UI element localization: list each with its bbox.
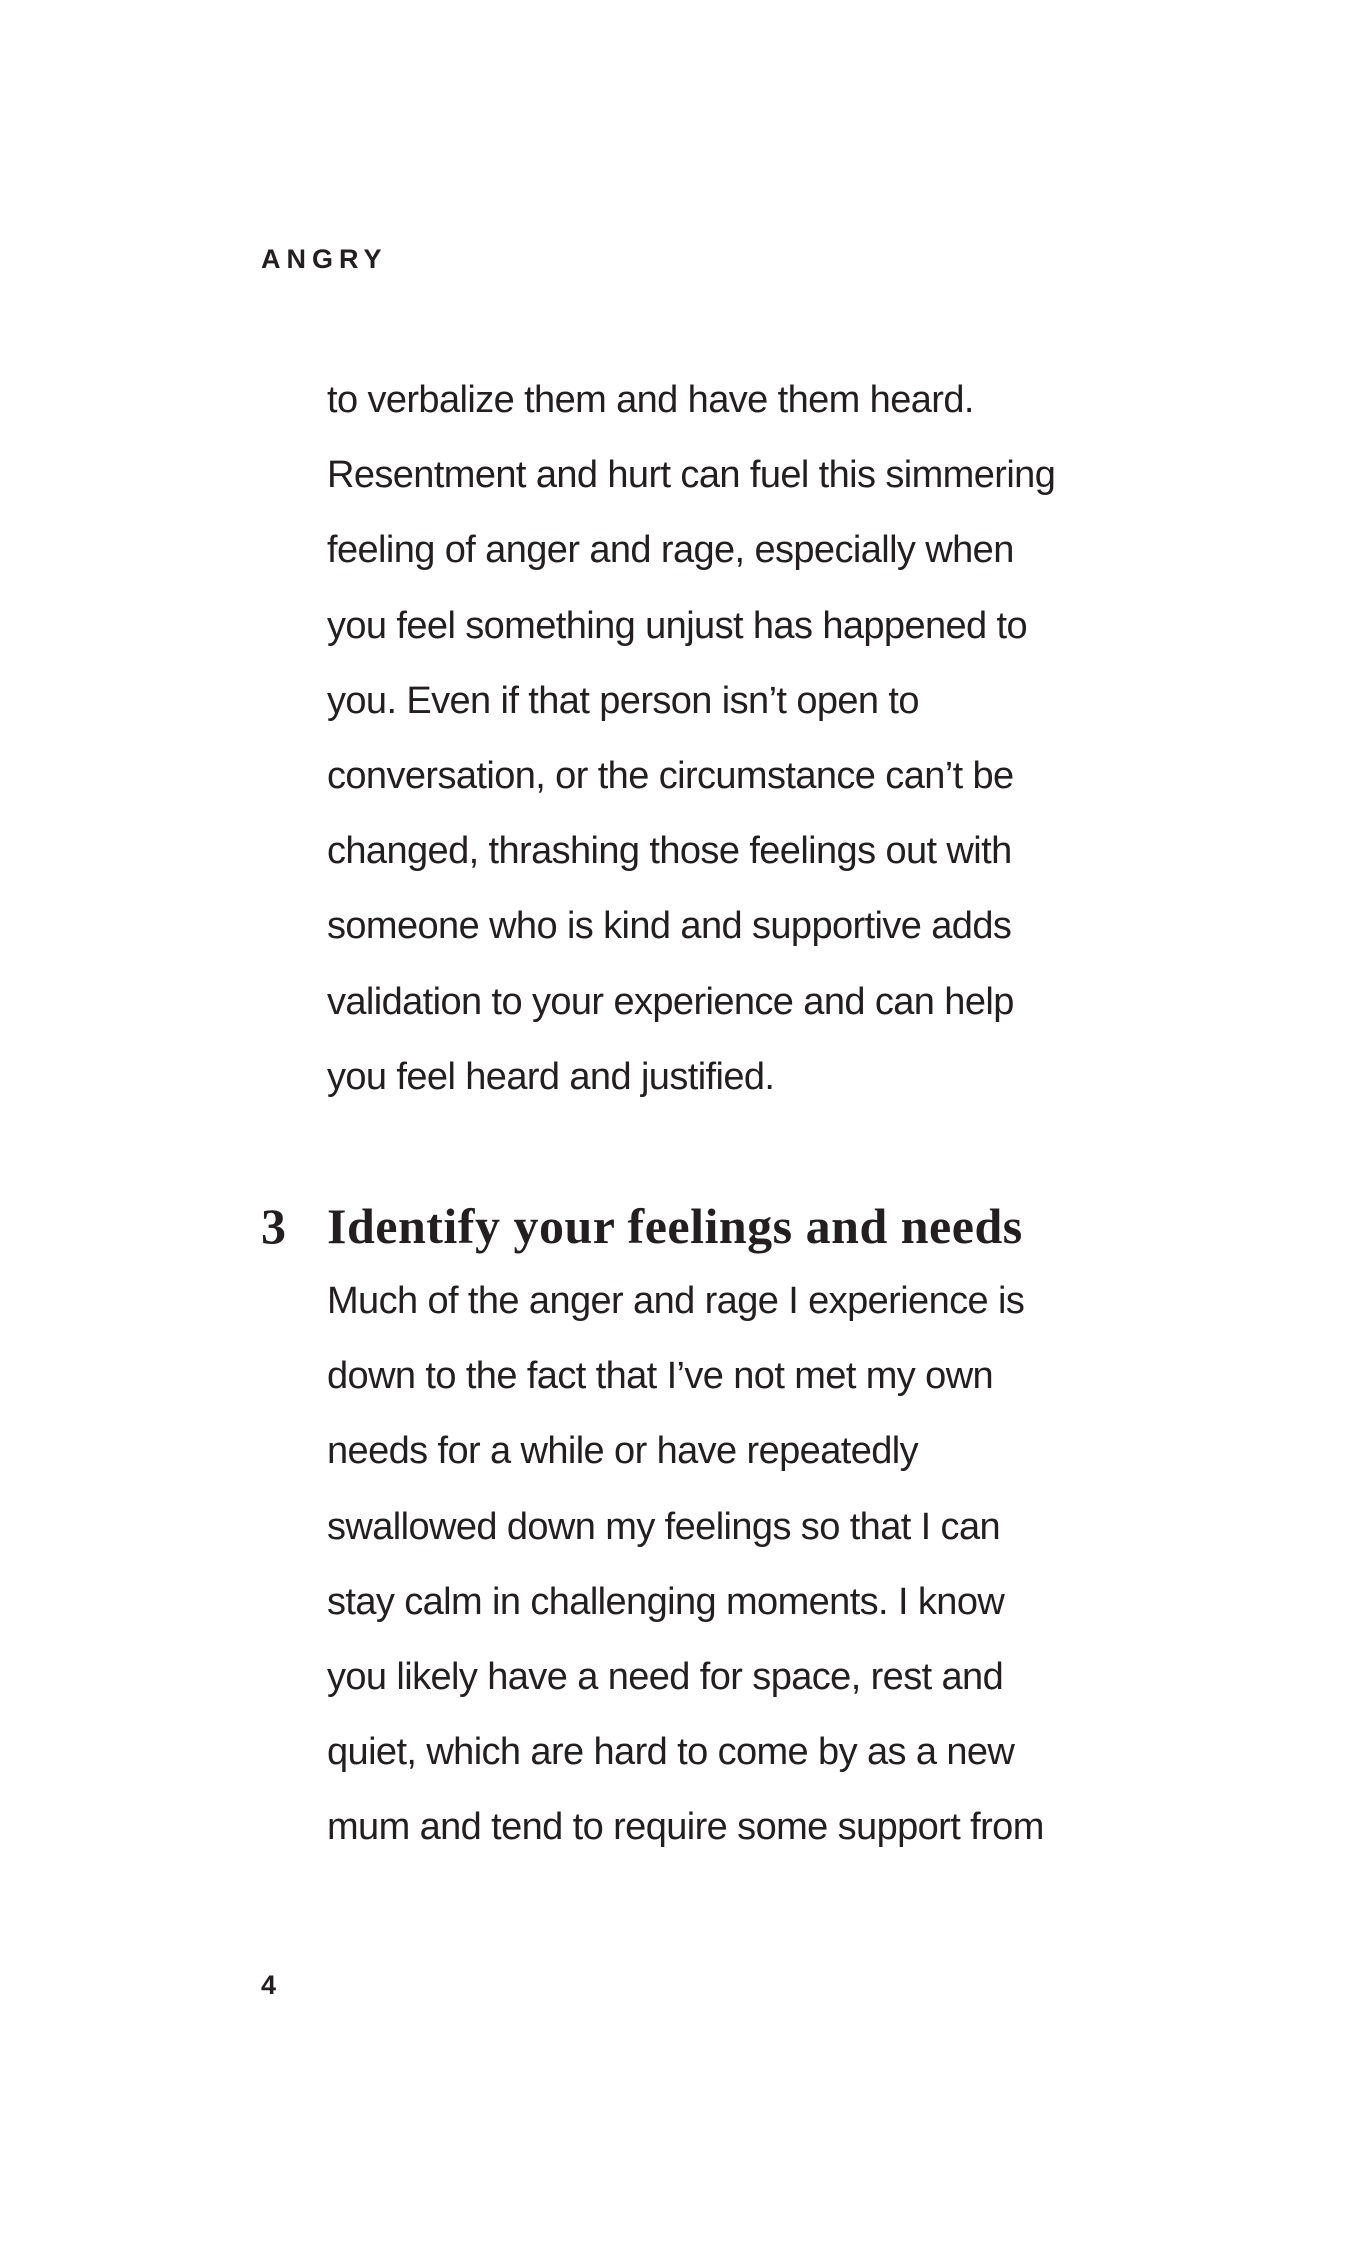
text-line: mum and tend to require some support from bbox=[327, 1806, 1044, 1849]
page-number: 4 bbox=[261, 1970, 277, 2000]
body-paragraph-2 bbox=[327, 1264, 1044, 1866]
text-line: Resentment and hurt can fuel this simmering bbox=[327, 454, 1056, 497]
text-line: validation to your experience and can help bbox=[327, 980, 1014, 1023]
text-line: to verbalize them and have them heard. bbox=[327, 379, 974, 421]
running-head: ANGRY bbox=[261, 244, 388, 274]
text-line: quiet, which are hard to come by as a new bbox=[327, 1731, 1015, 1774]
text-line: down to the fact that I’ve not met my own bbox=[327, 1355, 994, 1398]
section-title: Identify your feelings and needs bbox=[327, 1198, 1023, 1254]
section-number: 3 bbox=[261, 1198, 287, 1254]
section-heading bbox=[261, 1196, 1023, 1256]
text-line: swallowed down my feelings so that I can bbox=[327, 1505, 1001, 1548]
text-line: you feel heard and justified. bbox=[327, 1055, 775, 1098]
text-line: conversation, or the circumstance can’t be bbox=[327, 754, 1014, 797]
text-line: you. Even if that person isn’t open to bbox=[327, 679, 919, 722]
text-line: you likely have a need for space, rest and bbox=[327, 1655, 1004, 1698]
text-line: stay calm in challenging moments. I know bbox=[327, 1580, 1005, 1623]
text-line: feeling of anger and rage, especially when bbox=[327, 529, 1014, 572]
text-line: needs for a while or have repeatedly bbox=[327, 1430, 919, 1473]
text-line: changed, thrashing those feelings out with bbox=[327, 830, 1012, 873]
text-line: someone who is kind and supportive adds bbox=[327, 905, 1012, 948]
body-paragraph-1 bbox=[327, 363, 1055, 1115]
text-line: you feel something unjust has happened to bbox=[327, 604, 1028, 647]
text-line: Much of the anger and rage I experience is bbox=[327, 1280, 1025, 1322]
